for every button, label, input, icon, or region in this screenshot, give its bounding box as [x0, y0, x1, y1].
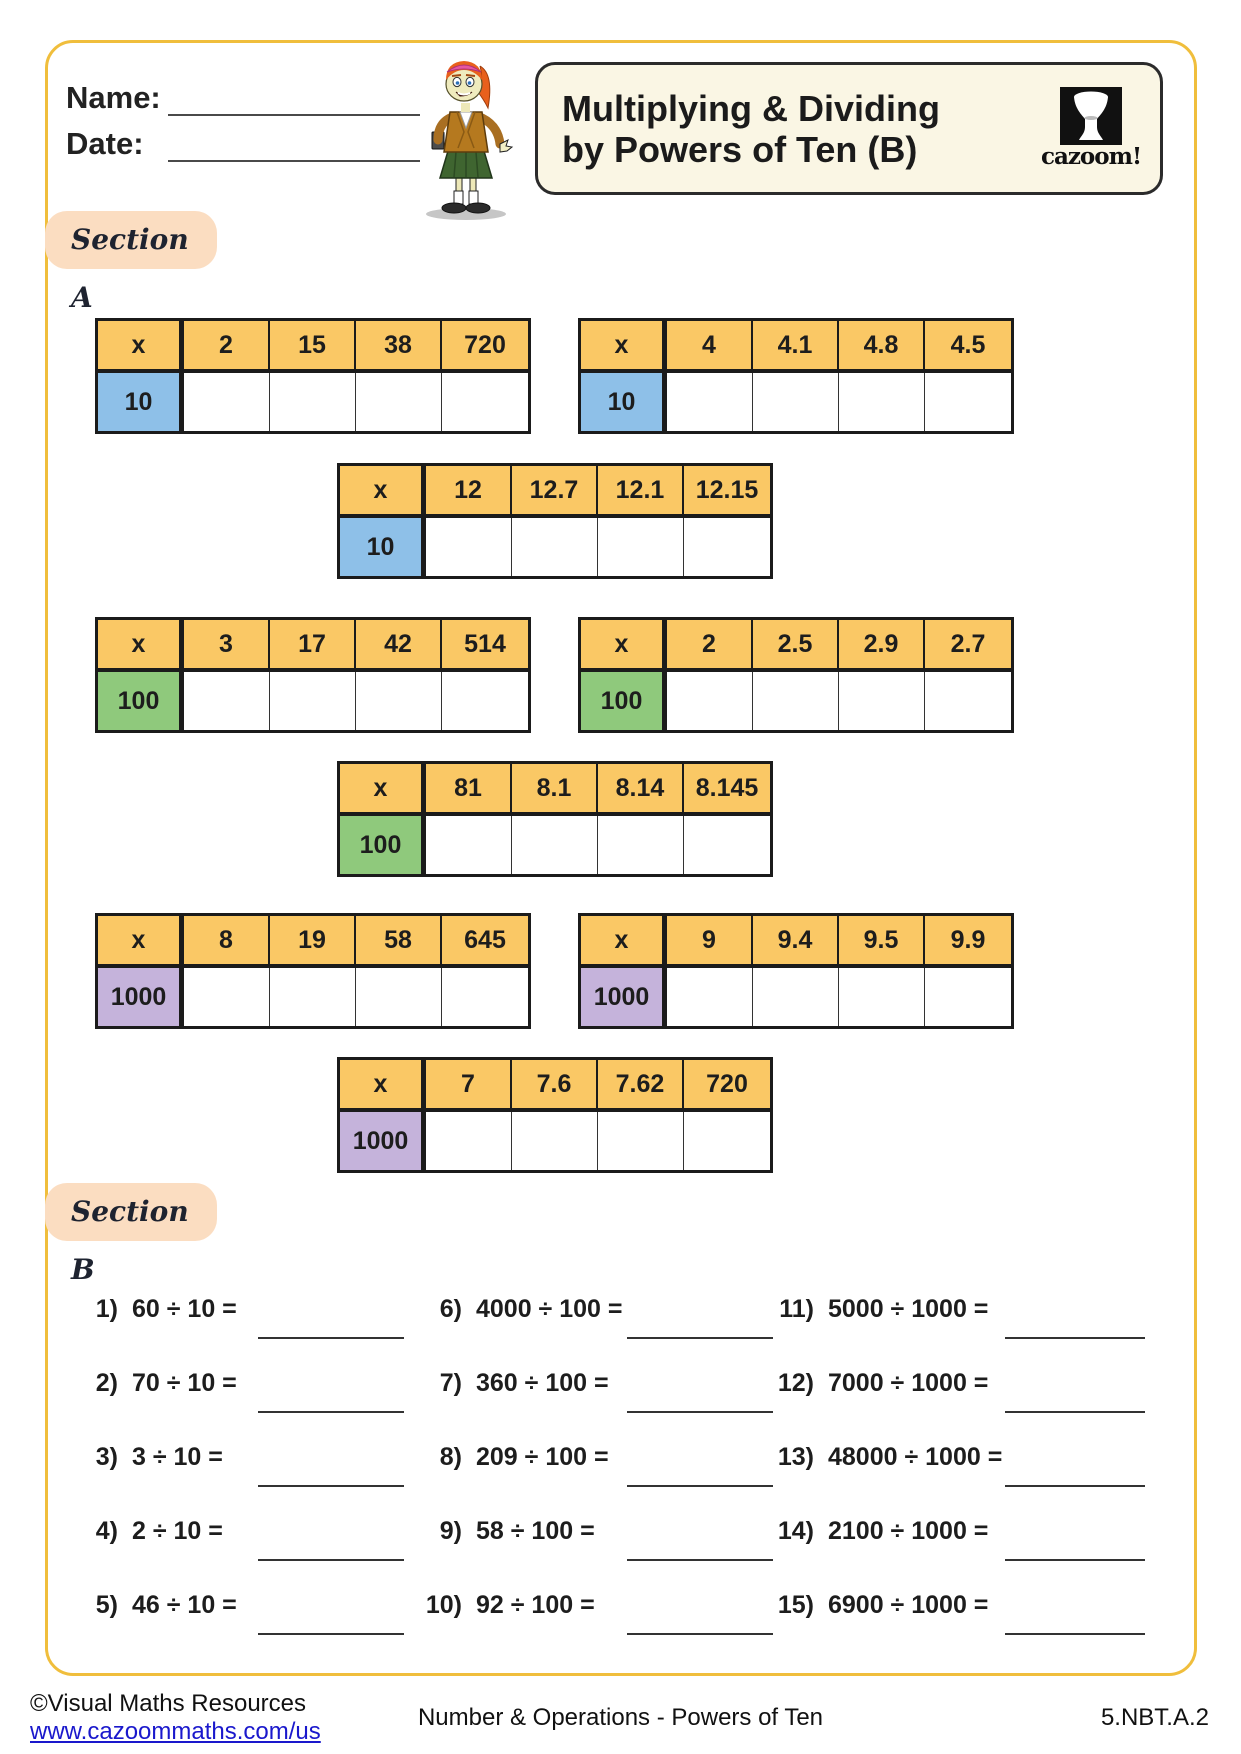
- factor-cell: 8: [184, 916, 270, 968]
- factor-cell: 514: [442, 620, 528, 672]
- operator-cell: x: [98, 916, 184, 968]
- question-expression: 7000 ÷ 1000 =: [828, 1369, 989, 1397]
- answer-line: [627, 1337, 773, 1339]
- answer-cell: [753, 373, 839, 431]
- factor-cell: 4: [667, 321, 753, 373]
- table-x1000-a: [95, 913, 531, 1029]
- question-expression: 46 ÷ 10 =: [132, 1591, 237, 1619]
- answer-cell: [426, 518, 512, 576]
- question-expression: 209 ÷ 100 =: [476, 1443, 609, 1471]
- factor-cell: 2.5: [753, 620, 839, 672]
- question-11: [760, 1295, 988, 1324]
- date-line: [168, 160, 420, 162]
- answer-line: [1005, 1337, 1145, 1339]
- factor-cell: 7: [426, 1060, 512, 1112]
- multiplier-cell: 10: [581, 373, 667, 431]
- factor-cell: 2: [184, 321, 270, 373]
- factor-cell: 58: [356, 916, 442, 968]
- table-x100-b: [578, 617, 1014, 733]
- answer-line: [627, 1633, 773, 1635]
- question-9: [408, 1517, 595, 1546]
- multiplier-cell: 1000: [340, 1112, 426, 1170]
- table-x1000-c: [337, 1057, 773, 1173]
- question-expression: 92 ÷ 100 =: [476, 1591, 595, 1619]
- question-number: 11): [779, 1295, 814, 1323]
- question-number: 3): [95, 1443, 118, 1471]
- multiplier-cell: 10: [340, 518, 426, 576]
- answer-cell: [925, 373, 1011, 431]
- factor-cell: 12.15: [684, 466, 770, 518]
- question-expression: 2 ÷ 10 =: [132, 1517, 223, 1545]
- factor-cell: 19: [270, 916, 356, 968]
- question-number: 7): [439, 1369, 462, 1397]
- factor-cell: 42: [356, 620, 442, 672]
- question-expression: 70 ÷ 10 =: [132, 1369, 237, 1397]
- operator-cell: x: [340, 764, 426, 816]
- factor-cell: 2.7: [925, 620, 1011, 672]
- question-expression: 5000 ÷ 1000 =: [828, 1295, 989, 1323]
- section-a-label: Section A: [45, 211, 217, 269]
- question-8: [408, 1443, 609, 1472]
- factor-cell: 8.14: [598, 764, 684, 816]
- logo-word: cazoom!: [1040, 143, 1142, 170]
- table-x100-c: [337, 761, 773, 877]
- date-label: Date:: [66, 126, 144, 161]
- answer-line: [627, 1485, 773, 1487]
- table-x10-c: [337, 463, 773, 579]
- answer-cell: [512, 816, 598, 874]
- question-7: [408, 1369, 609, 1398]
- factor-cell: 38: [356, 321, 442, 373]
- answer-cell: [270, 672, 356, 730]
- question-expression: 2100 ÷ 1000 =: [828, 1517, 989, 1545]
- factor-cell: 7.62: [598, 1060, 684, 1112]
- question-1: [64, 1295, 237, 1324]
- answer-line: [627, 1411, 773, 1413]
- table-x10-a: [95, 318, 531, 434]
- student-character-illustration: [408, 48, 520, 223]
- answer-cell: [925, 672, 1011, 730]
- answer-cell: [426, 816, 512, 874]
- question-number: 4): [95, 1517, 118, 1545]
- operator-cell: x: [581, 620, 667, 672]
- factor-cell: 9.4: [753, 916, 839, 968]
- factor-cell: 2: [667, 620, 753, 672]
- operator-cell: x: [340, 1060, 426, 1112]
- question-number: 2): [95, 1369, 118, 1397]
- question-12: [760, 1369, 988, 1398]
- operator-cell: x: [98, 321, 184, 373]
- answer-line: [1005, 1559, 1145, 1561]
- question-number: 14): [777, 1517, 814, 1545]
- factor-cell: 2.9: [839, 620, 925, 672]
- answer-cell: [753, 672, 839, 730]
- multiplier-cell: 1000: [581, 968, 667, 1026]
- factor-cell: 9.9: [925, 916, 1011, 968]
- answer-cell: [442, 672, 528, 730]
- answer-cell: [270, 373, 356, 431]
- question-number: 1): [95, 1295, 118, 1323]
- factor-cell: 12.1: [598, 466, 684, 518]
- answer-cell: [184, 672, 270, 730]
- factor-cell: 12.7: [512, 466, 598, 518]
- operator-cell: x: [581, 321, 667, 373]
- answer-line: [258, 1411, 404, 1413]
- multiplier-cell: 1000: [98, 968, 184, 1026]
- factor-cell: 17: [270, 620, 356, 672]
- factor-cell: 9.5: [839, 916, 925, 968]
- answer-cell: [356, 968, 442, 1026]
- question-expression: 58 ÷ 100 =: [476, 1517, 595, 1545]
- multiplier-cell: 100: [98, 672, 184, 730]
- answer-cell: [184, 373, 270, 431]
- question-number: 8): [439, 1443, 462, 1471]
- cazoom-logo: [1032, 87, 1160, 170]
- answer-cell: [667, 968, 753, 1026]
- question-2: [64, 1369, 237, 1398]
- answer-line: [258, 1633, 404, 1635]
- question-number: 5): [95, 1591, 118, 1619]
- footer-standard-code: 5.NBT.A.2: [1100, 1704, 1209, 1731]
- question-4: [64, 1517, 223, 1546]
- answer-line: [1005, 1485, 1145, 1487]
- drum-icon: [1060, 87, 1122, 145]
- question-number: 6): [439, 1295, 462, 1323]
- answer-cell: [442, 968, 528, 1026]
- answer-cell: [270, 968, 356, 1026]
- question-expression: 360 ÷ 100 =: [476, 1369, 609, 1397]
- factor-cell: 4.5: [925, 321, 1011, 373]
- answer-cell: [839, 968, 925, 1026]
- question-expression: 60 ÷ 10 =: [132, 1295, 237, 1323]
- table-x1000-b: [578, 913, 1014, 1029]
- footer-topic: Number & Operations - Powers of Ten: [417, 1704, 824, 1731]
- answer-cell: [512, 1112, 598, 1170]
- answer-cell: [356, 373, 442, 431]
- answer-cell: [356, 672, 442, 730]
- question-3: [64, 1443, 223, 1472]
- multiplier-cell: 100: [340, 816, 426, 874]
- factor-cell: 9: [667, 916, 753, 968]
- name-label: Name:: [66, 80, 161, 115]
- factor-cell: 12: [426, 466, 512, 518]
- cazoom-url-link[interactable]: www.cazoommaths.com/us: [30, 1718, 321, 1745]
- answer-line: [258, 1337, 404, 1339]
- question-10: [408, 1591, 595, 1620]
- answer-line: [627, 1559, 773, 1561]
- question-14: [760, 1517, 988, 1546]
- factor-cell: 15: [270, 321, 356, 373]
- factor-cell: 3: [184, 620, 270, 672]
- answer-cell: [684, 1112, 770, 1170]
- answer-cell: [684, 518, 770, 576]
- answer-cell: [184, 968, 270, 1026]
- answer-cell: [839, 373, 925, 431]
- answer-cell: [598, 518, 684, 576]
- question-expression: 3 ÷ 10 =: [132, 1443, 223, 1471]
- answer-line: [1005, 1411, 1145, 1413]
- question-number: 10): [425, 1591, 462, 1619]
- multiplier-cell: 10: [98, 373, 184, 431]
- answer-cell: [839, 672, 925, 730]
- table-x10-b: [578, 318, 1014, 434]
- title-line-2: by Powers of Ten (B): [562, 128, 918, 170]
- answer-line: [258, 1559, 404, 1561]
- question-6: [408, 1295, 622, 1324]
- question-5: [64, 1591, 237, 1620]
- question-expression: 48000 ÷ 1000 =: [828, 1443, 1003, 1471]
- title-box: [535, 62, 1163, 195]
- question-15: [760, 1591, 988, 1620]
- factor-cell: 4.1: [753, 321, 839, 373]
- question-number: 9): [439, 1517, 462, 1545]
- question-number: 13): [777, 1443, 814, 1471]
- worksheet-title: [538, 88, 1032, 170]
- name-line: [168, 114, 420, 116]
- factor-cell: 8.1: [512, 764, 598, 816]
- answer-cell: [753, 968, 839, 1026]
- answer-cell: [426, 1112, 512, 1170]
- multiplier-cell: 100: [581, 672, 667, 730]
- question-number: 15): [777, 1591, 814, 1619]
- factor-cell: 4.8: [839, 321, 925, 373]
- answer-cell: [667, 672, 753, 730]
- question-expression: 4000 ÷ 100 =: [476, 1295, 623, 1323]
- factor-cell: 7.6: [512, 1060, 598, 1112]
- factor-cell: 645: [442, 916, 528, 968]
- operator-cell: x: [581, 916, 667, 968]
- section-b-label: Section B: [45, 1183, 217, 1241]
- question-expression: 6900 ÷ 1000 =: [828, 1591, 989, 1619]
- answer-cell: [667, 373, 753, 431]
- answer-cell: [512, 518, 598, 576]
- answer-cell: [598, 1112, 684, 1170]
- table-x100-a: [95, 617, 531, 733]
- question-number: 12): [777, 1369, 814, 1397]
- operator-cell: x: [340, 466, 426, 518]
- answer-line: [258, 1485, 404, 1487]
- answer-cell: [442, 373, 528, 431]
- answer-line: [1005, 1633, 1145, 1635]
- operator-cell: x: [98, 620, 184, 672]
- answer-cell: [925, 968, 1011, 1026]
- copyright-text: ©Visual Maths Resources: [30, 1690, 307, 1717]
- answer-cell: [684, 816, 770, 874]
- answer-cell: [598, 816, 684, 874]
- title-line-1: Multiplying & Dividing: [562, 87, 940, 129]
- factor-cell: 81: [426, 764, 512, 816]
- factor-cell: 8.145: [684, 764, 770, 816]
- question-13: [760, 1443, 1002, 1472]
- factor-cell: 720: [442, 321, 528, 373]
- factor-cell: 720: [684, 1060, 770, 1112]
